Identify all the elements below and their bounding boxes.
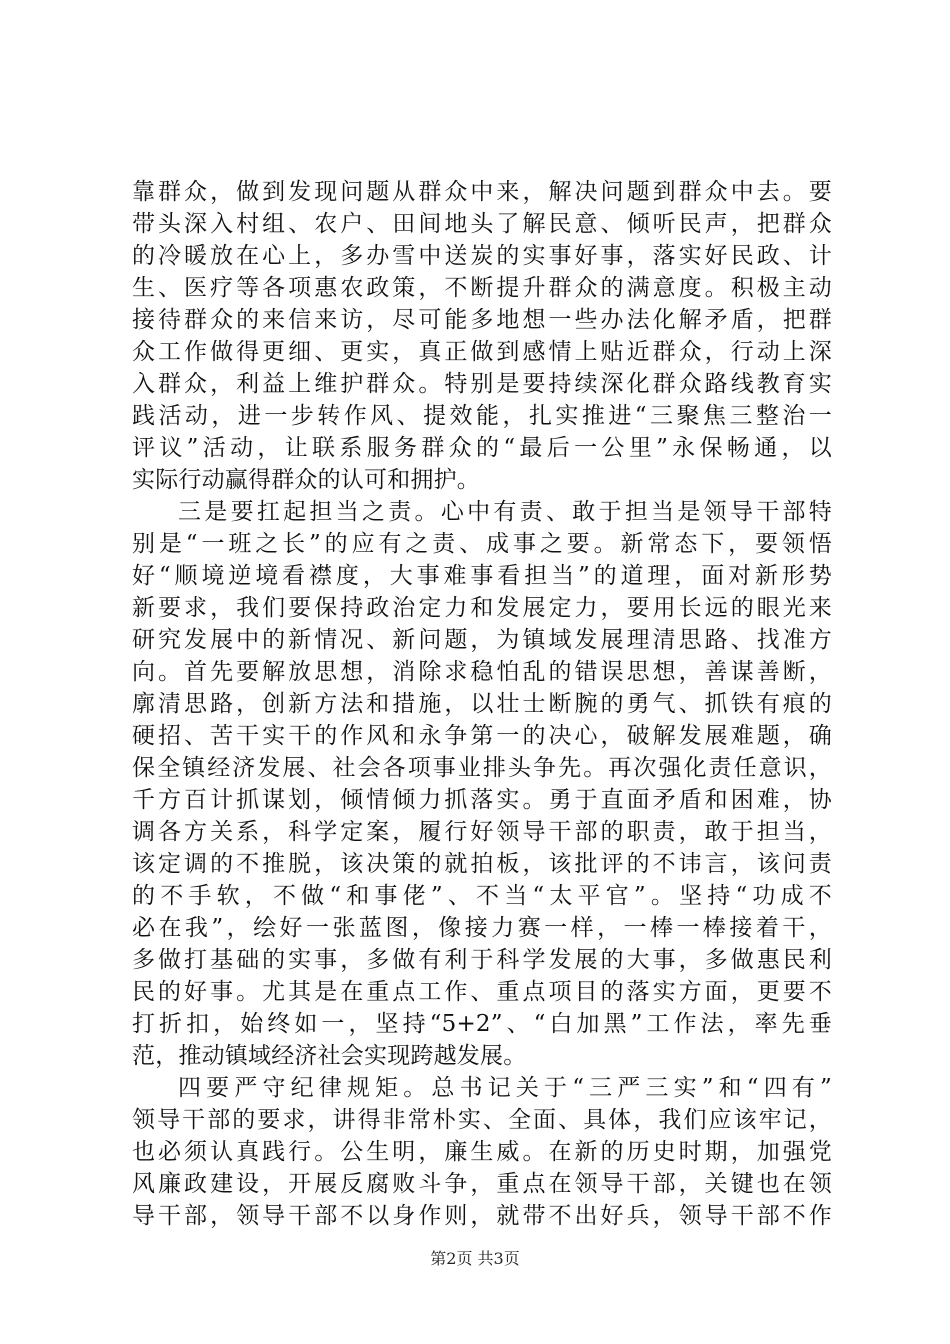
- text-line: 导干部，领导干部不以身作则，就带不出好兵，领导干部不作: [132, 1203, 832, 1229]
- text-line: 实际行动赢得群众的认可和拥护。: [132, 467, 480, 493]
- text-line: 必在我”，绘好一张蓝图，像接力赛一样，一棒一棒接着干，: [132, 915, 832, 941]
- text-line: 多做打基础的实事，多做有利于科学发展的大事，多做惠民利: [132, 947, 832, 973]
- text-line: 带头深入村组、农户、田间地头了解民意、倾听民声，把群众: [132, 211, 832, 237]
- text-line: 生、医疗等各项惠农政策，不断提升群众的满意度。积极主动: [132, 275, 832, 301]
- text-line: 接待群众的来信来访，尽可能多地想一些办法化解矛盾，把群: [132, 307, 832, 333]
- text-line: 评议”活动，让联系服务群众的“最后一公里”永保畅通，以: [132, 435, 832, 461]
- text-line: 打折扣，始终如一，坚持“5+2”、“白加黑”工作法，率先垂: [132, 1011, 832, 1037]
- text-line: 践活动，进一步转作风、提效能，扎实推进“三聚焦三整治一: [132, 403, 832, 429]
- text-line: 风廉政建设，开展反腐败斗争，重点在领导干部，关键也在领: [132, 1171, 832, 1197]
- body-text: [132, 176, 832, 1232]
- text-line: 好“顺境逆境看襟度，大事难事看担当”的道理，面对新形势: [132, 563, 832, 589]
- text-line: 众工作做得更细、更实，真正做到感情上贴近群众，行动上深: [132, 339, 832, 365]
- text-line: 廓清思路，创新方法和措施，以壮士断腕的勇气、抓铁有痕的: [132, 691, 832, 717]
- text-line: 的冷暖放在心上，多办雪中送炭的实事好事，落实好民政、计: [132, 243, 832, 269]
- text-line: 的不手软，不做“和事佬”、不当“太平官”。坚持“功成不: [132, 883, 832, 909]
- text-line: 千方百计抓谋划，倾情倾力抓落实。勇于直面矛盾和困难，协: [132, 787, 832, 813]
- text-line: 领导干部的要求，讲得非常朴实、全面、具体，我们应该牢记，: [132, 1107, 832, 1133]
- text-line: 调各方关系，科学定案，履行好领导干部的职责，敢于担当，: [132, 819, 832, 845]
- text-line: 该定调的不推脱，该决策的就拍板，该批评的不讳言，该问责: [132, 851, 832, 877]
- text-line: 保全镇经济发展、社会各项事业排头争先。再次强化责任意识，: [132, 755, 832, 781]
- text-line: 向。首先要解放思想，消除求稳怕乱的错误思想，善谋善断，: [132, 659, 832, 685]
- text-line: 入群众，利益上维护群众。特别是要持续深化群众路线教育实: [132, 371, 832, 397]
- text-line: 范，推动镇域经济社会实现跨越发展。: [132, 1043, 527, 1069]
- text-line: 也必须认真践行。公生明，廉生威。在新的历史时期，加强党: [132, 1139, 832, 1165]
- text-line: 别是“一班之长”的应有之责、成事之要。新常态下，要领悟: [132, 531, 832, 557]
- text-line: 新要求，我们要保持政治定力和发展定力，要用长远的眼光来: [132, 595, 832, 621]
- paragraph-start-line: 四要严守纪律规矩。总书记关于“三严三实”和“四有”: [178, 1075, 832, 1101]
- text-line: 民的好事。尤其是在重点工作、重点项目的落实方面，更要不: [132, 979, 832, 1005]
- text-line: 靠群众，做到发现问题从群众中来，解决问题到群众中去。要: [132, 179, 832, 205]
- text-line: 硬招、苦干实干的作风和永争第一的决心，破解发展难题，确: [132, 723, 832, 749]
- paragraph-start-line: 三是要扛起担当之责。心中有责、敢于担当是领导干部特: [178, 499, 832, 525]
- text-line: 研究发展中的新情况、新问题，为镇域发展理清思路、找准方: [132, 627, 832, 653]
- page-number-footer: 第2页 共3页: [430, 1249, 520, 1268]
